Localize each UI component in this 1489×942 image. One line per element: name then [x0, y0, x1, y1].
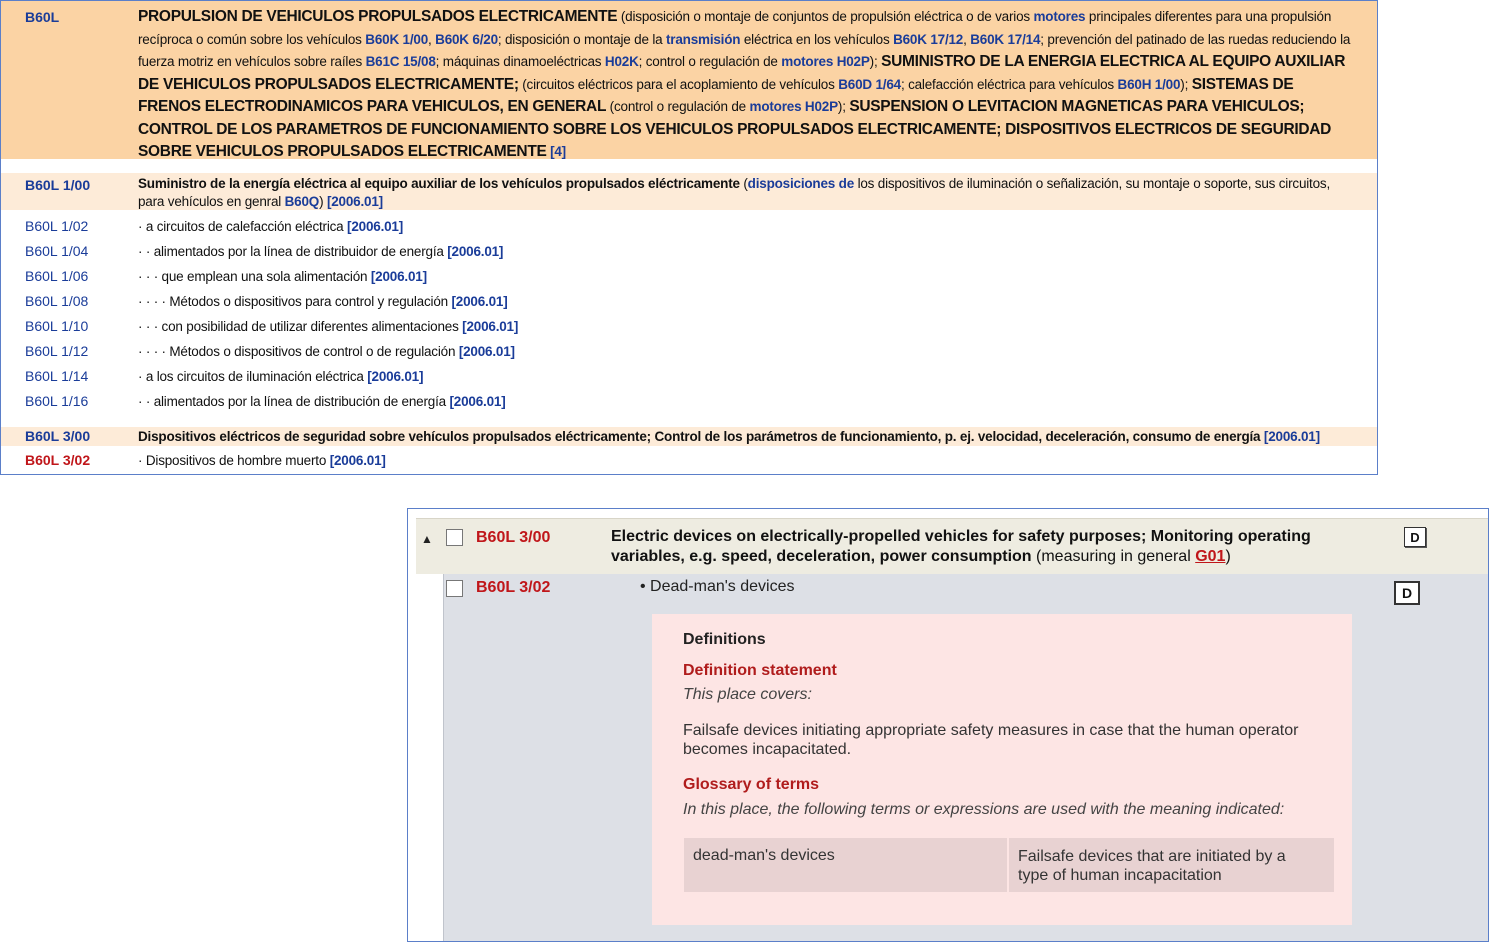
- subgroup-row: [1, 290, 1377, 315]
- subgroup-row: [1, 390, 1377, 415]
- subgroup-code[interactable]: B60L 1/12: [25, 343, 89, 359]
- subgroup-code[interactable]: B60L 1/06: [25, 268, 89, 284]
- subgroup-title: · · · que emplean una sola alimentación [2006.01]: [138, 269, 427, 284]
- subgroup-row: [1, 215, 1377, 240]
- link-b60q[interactable]: B60Q: [284, 194, 320, 209]
- glossary-heading: Glossary of terms: [683, 776, 820, 793]
- link-b60k-17-12[interactable]: B60K 17/12: [893, 31, 964, 47]
- glossary-divider: [1007, 838, 1009, 892]
- definitions-button-active[interactable]: D: [1394, 581, 1420, 605]
- version-link[interactable]: [2006.01]: [326, 194, 383, 209]
- cpc-english-panel: [407, 508, 1489, 942]
- subgroup-row: [1, 240, 1377, 265]
- link-b60k-17-14[interactable]: B60K 17/14: [970, 31, 1041, 47]
- subgroup-title: • Dead-man's devices: [640, 578, 795, 595]
- link-b60d-1-64[interactable]: B60D 1/64: [838, 76, 901, 92]
- subgroup-code[interactable]: B60L 1/02: [25, 218, 89, 234]
- definitions-button[interactable]: D: [1404, 527, 1426, 547]
- group-code[interactable]: B60L 3/00: [476, 529, 551, 546]
- link-motores[interactable]: motores: [1033, 9, 1086, 24]
- definition-statement-text: Failsafe devices initiating appropriate safety measures in case that the human operator becomes incapacitated.: [683, 722, 1299, 758]
- version-link[interactable]: [2006.01]: [370, 269, 427, 284]
- link-motores-h02p[interactable]: motores H02P: [781, 54, 870, 69]
- version-link[interactable]: [2006.01]: [449, 394, 506, 409]
- link-b61c-15-08[interactable]: B61C 15/08: [365, 54, 436, 69]
- group-title: Dispositivos eléctricos de seguridad sobre vehículos propulsados eléctricamente; Control de los parámetros de funcionamiento, p. ej. velocidad, deceleración, consumo de energía [2006.01]: [138, 429, 1320, 444]
- group-title: Electric devices on electrically-propelled vehicles for safety purposes; Monitoring operating variables, e.g. speed, deceleration, power consumption (measuring in general G01): [611, 528, 1311, 565]
- subgroup-title: · · · · Métodos o dispositivos para control y regulación [2006.01]: [138, 294, 508, 309]
- subgroup-title: · · · con posibilidad de utilizar diferentes alimentaciones [2006.01]: [138, 319, 519, 334]
- version-link[interactable]: [2006.01]: [367, 369, 424, 384]
- definition-statement-heading: Definition statement: [683, 662, 837, 679]
- version-link[interactable]: [2006.01]: [458, 344, 515, 359]
- link-h02k[interactable]: H02K: [604, 54, 639, 69]
- subgroup-title: · · · · Métodos o dispositivos de control o de regulación [2006.01]: [138, 344, 515, 359]
- link-motores-h02p-2[interactable]: motores H02P: [749, 99, 838, 114]
- subgroup-row: [1, 365, 1377, 390]
- version-link[interactable]: [2006.01]: [447, 244, 504, 259]
- glossary-intro: In this place, the following terms or expressions are used with the meaning indicated:: [683, 801, 1285, 818]
- group-row-b60l-3-00: [1, 427, 1377, 446]
- glossary-term: dead-man's devices: [693, 847, 835, 864]
- link-b60k-6-20[interactable]: B60K 6/20: [435, 31, 498, 47]
- link-b60k-1-00[interactable]: B60K 1/00: [365, 31, 429, 47]
- ipc-spanish-panel: [0, 0, 1378, 475]
- subgroup-row: [1, 265, 1377, 290]
- definitions-title: Definitions: [683, 631, 766, 648]
- group-code[interactable]: B60L 1/00: [25, 177, 91, 193]
- subgroup-code[interactable]: B60L 3/02: [25, 452, 91, 468]
- subgroup-row: [1, 315, 1377, 340]
- subgroup-code[interactable]: B60L 1/08: [25, 293, 89, 309]
- subgroup-title: · Dispositivos de hombre muerto [2006.01]: [138, 453, 386, 468]
- link-g01[interactable]: G01: [1195, 548, 1226, 565]
- subgroup-code[interactable]: B60L 1/14: [25, 368, 89, 384]
- subgroup-row-b60l-3-02: [1, 449, 1377, 474]
- subgroup-code[interactable]: B60L 1/04: [25, 243, 89, 259]
- class-row-b60l: [1, 1, 1377, 159]
- link-transmision[interactable]: transmisión: [666, 31, 741, 47]
- link-disposiciones[interactable]: disposiciones de: [747, 176, 855, 191]
- definition-statement-intro: This place covers:: [683, 686, 812, 703]
- version-link[interactable]: [2006.01]: [329, 453, 386, 468]
- select-checkbox[interactable]: [446, 580, 463, 597]
- version-link[interactable]: [4]: [546, 144, 566, 159]
- version-link[interactable]: [2006.01]: [462, 319, 519, 334]
- version-link[interactable]: [2006.01]: [347, 219, 404, 234]
- subgroup-row-b60l-3-02: [443, 574, 1489, 942]
- group-row-b60l-3-00: [416, 518, 1488, 574]
- link-b60h-1-00[interactable]: B60H 1/00: [1117, 76, 1181, 92]
- subgroup-title: · a circuitos de calefacción eléctrica [2006.01]: [138, 219, 404, 234]
- subgroup-code[interactable]: B60L 1/10: [25, 318, 89, 334]
- subgroup-title: · a los circuitos de iluminación eléctrica [2006.01]: [138, 369, 424, 384]
- definitions-box: [652, 614, 1352, 925]
- class-title-b60l: PROPULSION DE VEHICULOS PROPULSADOS ELECTRICAMENTE (disposición o montaje de conjuntos de propulsión eléctrica o de varios motores principales diferentes para una propulsión recíproca o común sobre los vehículos B60K 1/00, B60K 6/20; disposición o montaje de la transmisión eléctrica en los vehículos B60K 17/12, B60K 17/14; prevención del patinado de las ruedas reduciendo la fuerza motriz en vehículos sobre raíles B61C 15/08; máquinas dinamoeléctricas H02K; control o regulación de motores H02P); SUMINISTRO DE LA ENERGIA ELECTRICA AL EQUIPO AUXILIAR DE VEHICULOS PROPULSADOS ELECTRICAMENTE; (circuitos eléctricos para el acoplamiento de vehículos B60D 1/64; calefacción eléctrica para vehículos B60H 1/00); SISTEMAS DE FRENOS ELECTRODINAMICOS PARA VEHICULOS, EN GENERAL (control o regulación de motores H02P); SUSPENSION O LEVITACION MAGNETICAS PARA VEHICULOS; CONTROL DE LOS PARAMETROS DE FUNCIONAMIENTO SOBRE LOS VEHICULOS PROPULSADOS ELECTRICAMENTE; DISPOSITIVOS ELECTRICOS DE SEGURIDAD SOBRE VEHICULOS PROPULSADOS ELECTRICAMENTE [4]: [138, 8, 1351, 160]
- group-code[interactable]: B60L 3/00: [25, 428, 91, 444]
- version-link[interactable]: [2006.01]: [451, 294, 508, 309]
- subgroup-title: · · alimentados por la línea de distribución de energía [2006.01]: [138, 394, 506, 409]
- select-checkbox[interactable]: [446, 529, 463, 546]
- subgroup-title: · · alimentados por la línea de distribuidor de energía [2006.01]: [138, 244, 504, 259]
- subgroup-code[interactable]: B60L 1/16: [25, 393, 89, 409]
- class-code-b60l[interactable]: B60L: [25, 9, 60, 25]
- group-title: Suministro de la energía eléctrica al equipo auxiliar de los vehículos propulsados eléctricamente (disposiciones de los dispositivos de iluminación o señalización, su montaje o soporte, sus circuitos, para vehículos en genral B60Q) [2006.01]: [138, 176, 1331, 209]
- glossary-table: [684, 838, 1334, 892]
- subgroup-row: [1, 340, 1377, 365]
- group-row-b60l-1-00: [1, 173, 1377, 210]
- glossary-definition: Failsafe devices that are initiated by a type of human incapacitation: [1018, 848, 1286, 884]
- version-link[interactable]: [2006.01]: [1263, 429, 1320, 444]
- collapse-triangle-icon[interactable]: ▲: [421, 532, 433, 546]
- subgroup-code[interactable]: B60L 3/02: [476, 579, 551, 596]
